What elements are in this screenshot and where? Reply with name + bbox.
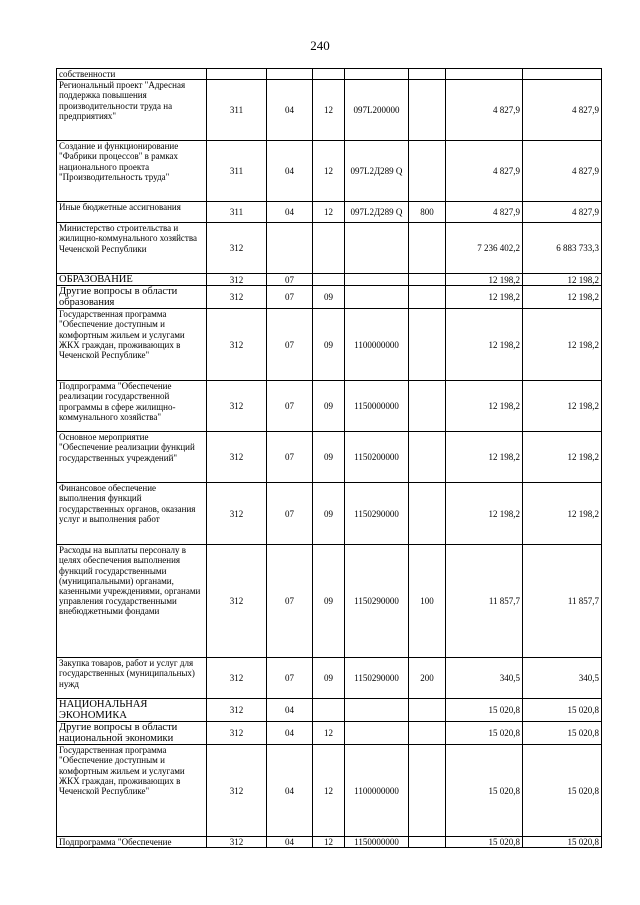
row-grbs-cell: 312 (207, 483, 267, 545)
row-target-article-cell: 1150200000 (345, 432, 409, 483)
row-grbs-cell: 312 (207, 223, 267, 274)
row-subsection-cell (313, 223, 345, 274)
row-target-article-cell: 1150290000 (345, 483, 409, 545)
row-target-article-cell (345, 223, 409, 274)
row-grbs-cell: 312 (207, 381, 267, 432)
row-subsection-cell: 12 (313, 722, 345, 745)
row-section-cell: 07 (267, 274, 313, 286)
row-subsection-cell (313, 274, 345, 286)
row-target-article-cell (345, 69, 409, 80)
row-grbs-cell: 311 (207, 141, 267, 202)
row-expense-type-cell: 100 (409, 545, 446, 658)
row-sum-year1-cell: 340,5 (446, 658, 523, 699)
row-section-cell: 04 (267, 141, 313, 202)
row-expense-type-cell (409, 141, 446, 202)
row-grbs-cell: 312 (207, 545, 267, 658)
row-section-cell: 04 (267, 202, 313, 223)
row-name-cell: Министерство строительства и жилищно-коммунального хозяйства Чеченской Республики (57, 223, 207, 274)
page-number: 240 (310, 38, 330, 53)
row-section-cell: 07 (267, 381, 313, 432)
row-sum-year2-cell: 12 198,2 (523, 483, 602, 545)
row-expense-type-cell (409, 80, 446, 141)
table-row (57, 745, 602, 837)
row-section-cell: 07 (267, 432, 313, 483)
row-name-cell: ОБРАЗОВАНИЕ (57, 274, 207, 286)
table-row (57, 837, 602, 848)
row-subsection-cell: 09 (313, 483, 345, 545)
row-expense-type-cell (409, 745, 446, 837)
table-row (57, 223, 602, 274)
row-subsection-cell: 09 (313, 309, 345, 381)
row-grbs-cell: 311 (207, 202, 267, 223)
row-expense-type-cell (409, 699, 446, 722)
table-row (57, 381, 602, 432)
table-row (57, 658, 602, 699)
row-expense-type-cell (409, 722, 446, 745)
row-grbs-cell: 312 (207, 658, 267, 699)
row-sum-year1-cell: 12 198,2 (446, 432, 523, 483)
row-sum-year1-cell (446, 69, 523, 80)
row-sum-year1-cell: 12 198,2 (446, 381, 523, 432)
row-sum-year1-cell: 12 198,2 (446, 286, 523, 309)
table-row (57, 699, 602, 722)
row-name-cell: Расходы на выплаты персоналу в целях обеспечения выполнения функций государственными (муниципальными) органами, казенными учреждениями, органами управления государственными внебюджетными фондами (57, 545, 207, 658)
row-grbs-cell: 312 (207, 699, 267, 722)
row-expense-type-cell: 200 (409, 658, 446, 699)
row-target-article-cell (345, 722, 409, 745)
row-section-cell (267, 69, 313, 80)
row-sum-year1-cell: 4 827,9 (446, 80, 523, 141)
row-name-cell: Региональный проект "Адресная поддержка повышения производительности труда на предприятиях" (57, 80, 207, 141)
row-subsection-cell: 12 (313, 202, 345, 223)
row-expense-type-cell (409, 432, 446, 483)
row-target-article-cell: 097L2Д289 Q (345, 202, 409, 223)
table-row (57, 722, 602, 745)
row-name-cell: Иные бюджетные ассигнования (57, 202, 207, 223)
row-sum-year1-cell: 11 857,7 (446, 545, 523, 658)
row-sum-year2-cell: 6 883 733,3 (523, 223, 602, 274)
row-subsection-cell: 09 (313, 658, 345, 699)
row-name-cell: Другие вопросы в области образования (57, 286, 207, 309)
row-sum-year2-cell: 12 198,2 (523, 309, 602, 381)
row-target-article-cell: 1150000000 (345, 381, 409, 432)
row-sum-year1-cell: 15 020,8 (446, 722, 523, 745)
row-section-cell: 07 (267, 483, 313, 545)
row-sum-year2-cell: 12 198,2 (523, 381, 602, 432)
row-section-cell: 07 (267, 658, 313, 699)
row-sum-year1-cell: 15 020,8 (446, 699, 523, 722)
row-target-article-cell: 1150290000 (345, 545, 409, 658)
row-grbs-cell: 312 (207, 745, 267, 837)
row-sum-year2-cell: 12 198,2 (523, 274, 602, 286)
row-name-cell: Финансовое обеспечение выполнения функций государственных органов, оказания услуг и выполнения работ (57, 483, 207, 545)
row-subsection-cell (313, 699, 345, 722)
row-section-cell (267, 223, 313, 274)
row-expense-type-cell (409, 286, 446, 309)
row-target-article-cell: 1150000000 (345, 837, 409, 848)
row-expense-type-cell (409, 309, 446, 381)
row-target-article-cell (345, 274, 409, 286)
row-sum-year2-cell: 11 857,7 (523, 545, 602, 658)
row-grbs-cell (207, 69, 267, 80)
row-grbs-cell: 312 (207, 432, 267, 483)
row-expense-type-cell (409, 223, 446, 274)
row-section-cell: 07 (267, 545, 313, 658)
row-expense-type-cell: 800 (409, 202, 446, 223)
row-subsection-cell: 09 (313, 545, 345, 658)
row-sum-year2-cell: 15 020,8 (523, 699, 602, 722)
row-sum-year1-cell: 4 827,9 (446, 141, 523, 202)
row-sum-year2-cell: 15 020,8 (523, 722, 602, 745)
row-section-cell: 04 (267, 699, 313, 722)
row-sum-year2-cell: 4 827,9 (523, 141, 602, 202)
row-sum-year2-cell: 340,5 (523, 658, 602, 699)
row-subsection-cell: 12 (313, 141, 345, 202)
row-section-cell: 04 (267, 837, 313, 848)
row-name-cell: Закупка товаров, работ и услуг для государственных (муниципальных) нужд (57, 658, 207, 699)
row-subsection-cell: 12 (313, 745, 345, 837)
row-sum-year2-cell: 4 827,9 (523, 202, 602, 223)
row-subsection-cell: 09 (313, 286, 345, 309)
table-row (57, 286, 602, 309)
table-row (57, 483, 602, 545)
row-section-cell: 04 (267, 745, 313, 837)
row-section-cell: 04 (267, 80, 313, 141)
table-row (57, 309, 602, 381)
table-row (57, 274, 602, 286)
row-section-cell: 07 (267, 286, 313, 309)
row-sum-year1-cell: 7 236 402,2 (446, 223, 523, 274)
table-row (57, 432, 602, 483)
row-sum-year2-cell: 12 198,2 (523, 432, 602, 483)
row-grbs-cell: 312 (207, 274, 267, 286)
row-expense-type-cell (409, 274, 446, 286)
row-target-article-cell: 097L2Д289 Q (345, 141, 409, 202)
row-name-cell: НАЦИОНАЛЬНАЯ ЭКОНОМИКА (57, 699, 207, 722)
row-sum-year2-cell: 15 020,8 (523, 837, 602, 848)
row-sum-year1-cell: 12 198,2 (446, 309, 523, 381)
budget-table (56, 68, 602, 848)
table-row (57, 141, 602, 202)
row-target-article-cell: 1100000000 (345, 745, 409, 837)
row-sum-year1-cell: 4 827,9 (446, 202, 523, 223)
table-row (57, 545, 602, 658)
row-target-article-cell (345, 699, 409, 722)
row-sum-year2-cell: 4 827,9 (523, 80, 602, 141)
table-row (57, 69, 602, 80)
row-sum-year1-cell: 15 020,8 (446, 745, 523, 837)
row-section-cell: 04 (267, 722, 313, 745)
row-grbs-cell: 312 (207, 286, 267, 309)
row-target-article-cell: 1150290000 (345, 658, 409, 699)
row-name-cell: Основное мероприятие "Обеспечение реализации функций государственных учреждений" (57, 432, 207, 483)
row-grbs-cell: 312 (207, 309, 267, 381)
row-sum-year1-cell: 12 198,2 (446, 274, 523, 286)
row-sum-year2-cell: 15 020,8 (523, 745, 602, 837)
row-name-cell: Другие вопросы в области национальной экономики (57, 722, 207, 745)
row-section-cell: 07 (267, 309, 313, 381)
row-target-article-cell (345, 286, 409, 309)
row-sum-year2-cell: 12 198,2 (523, 286, 602, 309)
row-name-cell: Подпрограмма "Обеспечение реализации государственной программы в сфере жилищно-коммунального хозяйства" (57, 381, 207, 432)
row-subsection-cell: 09 (313, 381, 345, 432)
row-subsection-cell: 09 (313, 432, 345, 483)
row-target-article-cell: 1100000000 (345, 309, 409, 381)
row-sum-year1-cell: 15 020,8 (446, 837, 523, 848)
row-name-cell: Государственная программа "Обеспечение доступным и комфортным жильем и услугами ЖКХ граждан, проживающих в Чеченской Республике" (57, 745, 207, 837)
table-row (57, 202, 602, 223)
row-subsection-cell (313, 69, 345, 80)
row-expense-type-cell (409, 483, 446, 545)
row-grbs-cell: 312 (207, 722, 267, 745)
row-sum-year2-cell (523, 69, 602, 80)
row-expense-type-cell (409, 381, 446, 432)
row-sum-year1-cell: 12 198,2 (446, 483, 523, 545)
row-subsection-cell: 12 (313, 80, 345, 141)
row-subsection-cell: 12 (313, 837, 345, 848)
row-target-article-cell: 097L200000 (345, 80, 409, 141)
row-name-cell: Создание и функционирование "Фабрики процессов" в рамках национального проекта "Производительность труда" (57, 141, 207, 202)
table-row (57, 80, 602, 141)
row-expense-type-cell (409, 837, 446, 848)
row-name-cell: Подпрограмма "Обеспечение (57, 837, 207, 848)
row-grbs-cell: 311 (207, 80, 267, 141)
row-expense-type-cell (409, 69, 446, 80)
row-grbs-cell: 312 (207, 837, 267, 848)
row-name-cell: собственности (57, 69, 207, 80)
row-name-cell: Государственная программа "Обеспечение доступным и комфортным жильем и услугами ЖКХ граждан, проживающих в Чеченской Республике" (57, 309, 207, 381)
